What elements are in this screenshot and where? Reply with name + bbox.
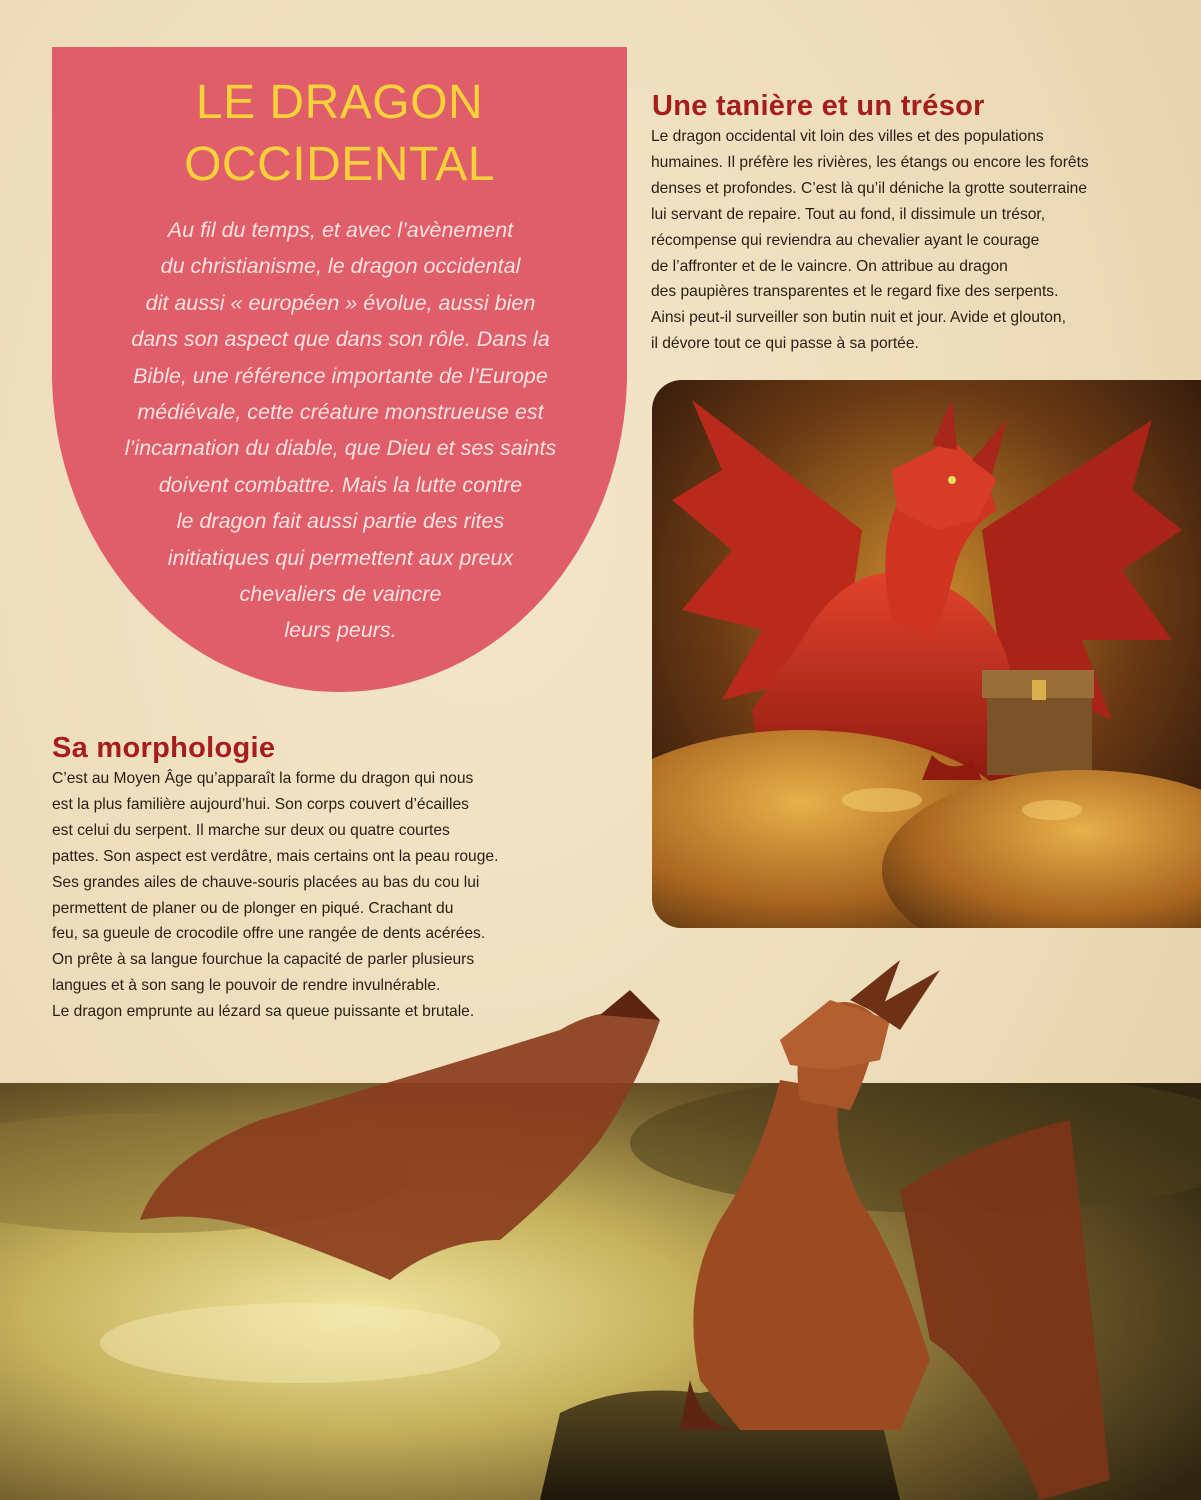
morphologie-line: est celui du serpent. Il marche sur deux ou quatre courtes	[52, 821, 450, 839]
taniere-line: récompense qui reviendra au chevalier ayant le courage	[651, 231, 1040, 249]
intro-line: l’incarnation du diable, que Dieu et ses saints	[124, 436, 557, 461]
intro-line: dit aussi « européen » évolue, aussi bien	[145, 290, 536, 315]
intro-title-line: OCCIDENTAL	[184, 138, 495, 191]
intro-line: médiévale, cette créature monstrueuse est	[137, 400, 544, 425]
morphologie-line: langues et à son sang le pouvoir de rendre invulnérable.	[52, 977, 441, 995]
morphologie-line: C’est au Moyen Âge qu’apparaît la forme du dragon qui nous	[52, 770, 474, 787]
taniere-line: il dévore tout ce qui passe à sa portée.	[651, 335, 919, 353]
taniere-text	[651, 124, 1089, 357]
intro-line: le dragon fait aussi partie des rites	[176, 509, 505, 534]
intro-text	[78, 212, 603, 649]
intro-line: doivent combattre. Mais la lutte contre	[158, 472, 523, 497]
intro-line: chevaliers de vaincre	[239, 582, 442, 607]
intro-line: initiatiques qui permettent aux preux	[167, 545, 514, 570]
taniere-line: denses et profondes. C’est là qu’il déniche la grotte souterraine	[651, 179, 1088, 197]
taniere-line: humaines. Il préfère les rivières, les étangs ou encore les forêts	[651, 153, 1089, 171]
intro-line: dans son aspect que dans son rôle. Dans la	[131, 327, 550, 352]
taniere-line: de l’affronter et de le vaincre. On attribue au dragon	[651, 257, 1008, 275]
taniere-line: lui servant de repaire. Tout au fond, il dissimule un trésor,	[651, 205, 1046, 223]
morphologie-line: est la plus familière aujourd’hui. Son corps couvert d’écailles	[52, 795, 469, 813]
intro-title-line: LE DRAGON	[195, 76, 484, 129]
intro-line: leurs peurs.	[284, 618, 397, 643]
morphologie-line: Ses grandes ailes de chauve-souris placées au bas du cou lui	[52, 873, 480, 891]
morphologie-line: Le dragon emprunte au lézard sa queue puissante et brutale.	[52, 1003, 475, 1021]
taniere-line: Le dragon occidental vit loin des villes et des populations	[651, 128, 1044, 145]
intro-line: du christianisme, le dragon occidental	[160, 254, 521, 279]
perched-dragon	[0, 960, 1201, 1500]
morphologie-line: pattes. Son aspect est verdâtre, mais certains ont la peau rouge.	[52, 847, 499, 865]
morphologie-line: On prête à sa langue fourchue la capacité de parler plusieurs	[52, 951, 475, 969]
morphologie-line: permettent de planer ou de plonger en piqué. Crachant du	[52, 899, 454, 917]
taniere-heading: Une tanière et un trésor	[652, 90, 985, 122]
taniere-line: des paupières transparentes et le regard fixe des serpents.	[651, 283, 1059, 301]
treasure-dragon-illustration	[652, 380, 1201, 928]
taniere-line: Ainsi peut-il surveiller son butin nuit et jour. Avide et glouton,	[651, 309, 1066, 327]
intro-title	[52, 72, 627, 196]
morphologie-heading: Sa morphologie	[52, 732, 276, 764]
morphologie-line: feu, sa gueule de crocodile offre une rangée de dents acérées.	[52, 925, 486, 943]
intro-line: Bible, une référence importante de l’Europe	[133, 363, 548, 388]
intro-line: Au fil du temps, et avec l’avènement	[167, 218, 514, 242]
